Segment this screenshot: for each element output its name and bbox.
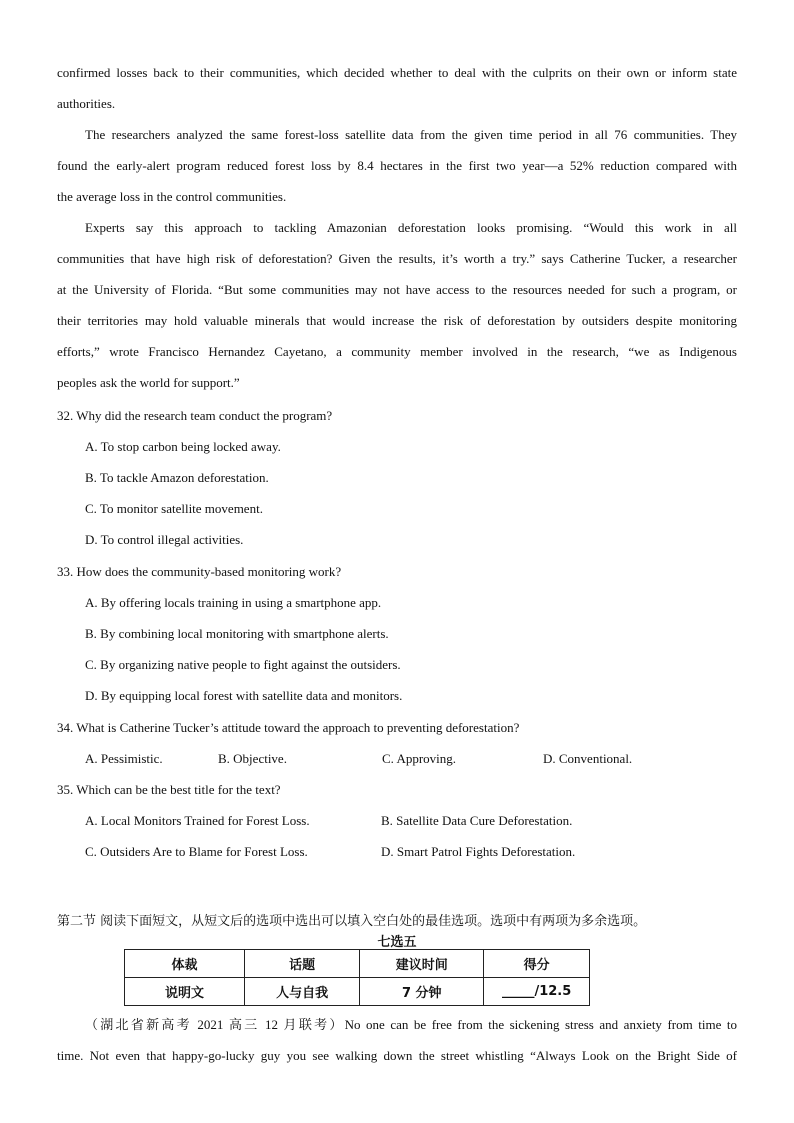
text-line: at the University of Florida. “But some communities may not have access to the resources needed for such a program, or [57,282,737,297]
text-line: the average loss in the control communities. [57,189,287,204]
table-header-cell: 体裁 [125,950,245,978]
question-32-stem: 32. Why did the research team conduct the program? [57,408,333,423]
question-34-stem: 34. What is Catherine Tucker’s attitude toward the approach to preventing deforestation? [57,720,520,735]
table-row [125,978,590,1006]
text-line: time. Not even that happy-go-lucky guy you see walking down the street whistling “Always Look on the Bright Side of [57,1048,737,1063]
question-35-stem: 35. Which can be the best title for the text? [57,782,281,797]
info-table [124,949,590,1006]
paragraph-3 [57,212,737,398]
text-line: their territories may hold valuable minerals that would increase the risk of deforestation by outsiders despite monitoring [57,313,737,328]
table-cell: 人与自我 [245,978,360,1006]
q35-option-d[interactable]: D. Smart Patrol Fights Deforestation. [381,844,576,859]
next-passage [57,1009,737,1071]
table-header-cell: 建议时间 [360,950,484,978]
q33-option-a[interactable]: A. By offering locals training in using a smartphone app. [85,595,382,610]
section-2-instruction: 第二节 阅读下面短文，从短文后的选项中选出可以填入空白处的最佳选项。选项中有两项为多余选项。 [57,914,647,929]
text-line: authorities. [57,96,116,111]
text-line: found the early-alert program reduced forest loss by 8.4 hectares in the first two year—a 52% reduction compared with [57,158,737,173]
text-line: communities that have high risk of deforestation? Given the results, it’s worth a try.” says Catherine Tucker, a researcher [57,251,737,266]
question-33-stem: 33. How does the community-based monitoring work? [57,564,342,579]
table-header-cell: 得分 [484,950,590,978]
table-header-cell: 话题 [245,950,360,978]
q35-option-b[interactable]: B. Satellite Data Cure Deforestation. [381,813,573,828]
table-cell: 说明文 [125,978,245,1006]
q32-option-c[interactable]: C. To monitor satellite movement. [85,501,263,516]
text-line: Experts say this approach to tackling Amazonian deforestation looks promising. “Would this work in all [85,220,737,235]
text-line: peoples ask the world for support.” [57,375,240,390]
q34-option-c[interactable]: C. Approving. [382,751,457,766]
text-line: The researchers analyzed the same forest-loss satellite data from the given time period in all 76 communities. They [85,127,737,142]
paragraph-2 [57,119,737,212]
table-header-row [125,950,590,978]
q34-option-b[interactable]: B. Objective. [218,751,287,766]
q32-option-d[interactable]: D. To control illegal activities. [85,532,244,547]
q32-option-b[interactable]: B. To tackle Amazon deforestation. [85,470,269,485]
table-cell: 7 分钟 [360,978,484,1006]
q33-option-c[interactable]: C. By organizing native people to fight against the outsiders. [85,657,401,672]
q35-option-a[interactable]: A. Local Monitors Trained for Forest Loss. [85,813,310,828]
text-line: efforts,” wrote Francisco Hernandez Cayetano, a community member involved in the research, “we as Indigenous [57,344,737,359]
q32-option-a[interactable]: A. To stop carbon being locked away. [85,439,281,454]
text-line: （湖北省新高考 2021 高三 12 月联考）No one can be free from the sickening stress and anxiety from time to [85,1017,737,1032]
paragraph-1 [57,57,737,119]
q33-option-b[interactable]: B. By combining local monitoring with smartphone alerts. [85,626,389,641]
text-line: confirmed losses back to their communities, which decided whether to deal with the culprits on their own or inform state [57,65,737,80]
q34-option-a[interactable]: A. Pessimistic. [85,751,163,766]
q35-option-c[interactable]: C. Outsiders Are to Blame for Forest Loss. [85,844,308,859]
q34-option-d[interactable]: D. Conventional. [543,751,633,766]
q33-option-d[interactable]: D. By equipping local forest with satellite data and monitors. [85,688,403,703]
score-blank-cell[interactable]: _____/12.5 [484,978,590,1006]
table-title: 七选五 [377,935,417,950]
